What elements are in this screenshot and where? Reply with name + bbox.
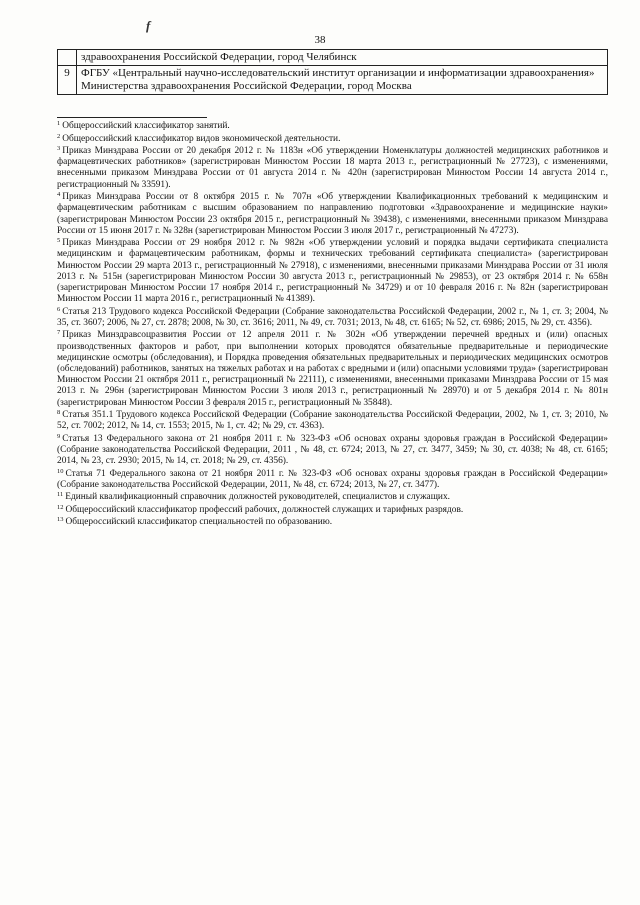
footnote-text: Статья 351.1 Трудового кодекса Российской Федерации (Собрание законодательства Российской Федерации, 2002, № 1, ст. 3; 2010, № 52, ст. 7002; 2012, № 14, ст. 1553; 2015, № 1, ст. 42; № 29, ст. 4363). xyxy=(57,410,608,432)
footnote-text: Общероссийский классификатор профессий рабочих, должностей служащих и тарифных разрядов. xyxy=(65,504,464,515)
footnote-marker: 2 xyxy=(57,132,61,140)
footnote xyxy=(57,469,608,491)
footnote-text: Приказ Минздрава России от 29 ноября 2012 г. № 982н «Об утверждении условий и порядка выдачи сертификата специалиста медицинским и фармацевтическим работникам, формы и технических требований сертификата специалиста» (зарегистрирован Минюстом России 29 марта 2013 г., регистрационный № 27918), с изменениями, внесенными приказами Минздрава России от 31 июля 2013 г. № 515н (зарегистрирован Минюстом России 30 августа 2013 г., регистрационный № 29853), от 23 октября 2014 г. № 658н (зарегистрирован Минюстом России 17 ноября 2014 г., регистрационный № 34729) и от 10 февраля 2016 г. № 82н (зарегистрирован Минюстом России 11 марта 2016 г., регистрационный № 41389). xyxy=(57,238,608,305)
footnote-marker: 1 xyxy=(57,120,61,127)
footnote xyxy=(57,434,608,468)
footnote xyxy=(57,505,608,516)
row-number xyxy=(58,50,77,66)
row-text: ФГБУ «Центральный научно-исследовательский институт организации и информатизации здравоохранения» Министерства здравоохранения Российской Федерации, город Москва xyxy=(77,66,608,95)
organizations-table xyxy=(57,49,608,95)
footnote-marker: 12 xyxy=(57,503,64,511)
footnote xyxy=(57,134,608,145)
footnotes xyxy=(57,121,608,530)
footnote-text: Общероссийский классификатор видов экономической деятельности. xyxy=(62,133,341,144)
footnote-marker: 9 xyxy=(57,432,61,440)
page-number: 38 xyxy=(314,34,326,46)
footnote xyxy=(57,307,608,329)
footnote-text: Общероссийский классификатор занятий. xyxy=(62,121,230,131)
footnote-text: Статья 71 Федерального закона от 21 ноября 2011 г. № 323-ФЗ «Об основах охраны здоровья граждан в Российской Федерации» (Собрание законодательства Российской Федерации, 2011, № 48, ст. 6724; 2013, № 27, ст. 3477). xyxy=(57,468,608,490)
footnote-marker: 13 xyxy=(57,516,64,524)
footnote-divider xyxy=(57,117,207,118)
row-text: здравоохранения Российской Федерации, город Челябинск xyxy=(77,50,608,66)
footnote-marker: 4 xyxy=(57,191,61,199)
footnote-marker: 8 xyxy=(57,409,61,417)
footnote-text: Статья 13 Федерального закона от 21 ноября 2011 г. № 323-ФЗ «Об основах охраны здоровья граждан в Российской Федерации» (Собрание законодательства Российской Федерации, 2011 , № 48, ст. 6724; 2013, № 27, ст. 3477, 3459; № 30, ст. 4038; № 48, ст. 6165; 2014, № 23, ст. 2930; 2015, № 14, ст. 2018; № 29, ст. 4356). xyxy=(57,433,608,467)
footnote-marker: 11 xyxy=(57,491,64,499)
footnote xyxy=(57,238,608,305)
footnote xyxy=(57,146,608,191)
footnote xyxy=(57,330,608,408)
table-row xyxy=(58,50,608,66)
footnote xyxy=(57,517,608,528)
footnote xyxy=(57,410,608,432)
footnote-text: Приказ Минздравсоцразвития России от 12 апреля 2011 г. № 302н «Об утверждении перечней вредных и (или) опасных производственных факторов и работ, при выполнении которых проводятся обязательные предварительные и периодические медицинские осмотры (обследования), и Порядка проведения обязательных предварительных и периодических медицинских осмотров (обследований) работников, занятых на тяжелых работах и на работах с вредными и (или) опасными условиями труда» (зарегистрирован Минюстом России 21 октября 2011 г., регистрационный № 22111), с изменениями, внесенными приказами Минздрава России от 15 мая 2013 г. № 296н (зарегистрирован Минюстом России 3 июля 2013 г., регистрационный № 28970) и от 5 декабря 2014 г. № 801н (зарегистрирован Минюстом России 3 февраля 2015 г., регистрационный № 35848). xyxy=(57,330,608,408)
footnote-text: Единый квалификационный справочник должностей руководителей, специалистов и служащих. xyxy=(65,492,450,503)
footnote-text: Приказ Минздрава России от 8 октября 2015 г. № 707н «Об утверждении Квалификационных требований к медицинским и фармацевтическим работникам с высшим образованием по направлению подготовки «Здравоохранение и медицинские науки» (зарегистрирован Минюстом России 23 октября 2015 г., регистрационный № 39438), с изменениями, внесенными приказом Минздрава России от 15 июня 2017 г. № 328н (зарегистрирован Минюстом России 3 июля 2017 г., регистрационный № 47273). xyxy=(57,192,608,236)
footnote-marker: 5 xyxy=(57,237,61,245)
footnote-marker: 3 xyxy=(57,145,61,152)
footnote xyxy=(57,121,608,132)
table-row xyxy=(58,66,608,95)
footnote-marker: 7 xyxy=(57,329,61,337)
footnote-text: Приказ Минздрава России от 20 декабря 2012 г. № 1183н «Об утверждении Номенклатуры должностей медицинских работников и фармацевтических работников» (зарегистрирован Минюстом России 18 марта 2013 г., регистрационный № 27723), с изменениями, внесенными приказом Минздрава России от 01 августа 2014 г. № 420н (зарегистрирован Минюстом России 14 августа 2014 г., регистрационный № 33591). xyxy=(57,146,608,190)
handwritten-mark: f xyxy=(146,18,151,33)
row-number: 9 xyxy=(58,66,77,95)
footnote-marker: 6 xyxy=(57,305,61,313)
footnote xyxy=(57,492,608,503)
footnote-text: Общероссийский классификатор специальностей по образованию. xyxy=(65,517,333,528)
footnote-text: Статья 213 Трудового кодекса Российской Федерации (Собрание законодательства Российской Федерации, 2002 г., № 1, ст. 3; 2004, № 35, ст. 3607; 2006, № 27, ст. 2878; 2008, № 30, ст. 3616; 2011, № 49, ст. 7031; 2013, № 48, ст. 6165; № 52, ст. 6986; 2015, № 29, ст. 4356). xyxy=(57,306,608,328)
footnote xyxy=(57,192,608,237)
footnote-marker: 10 xyxy=(57,467,64,475)
